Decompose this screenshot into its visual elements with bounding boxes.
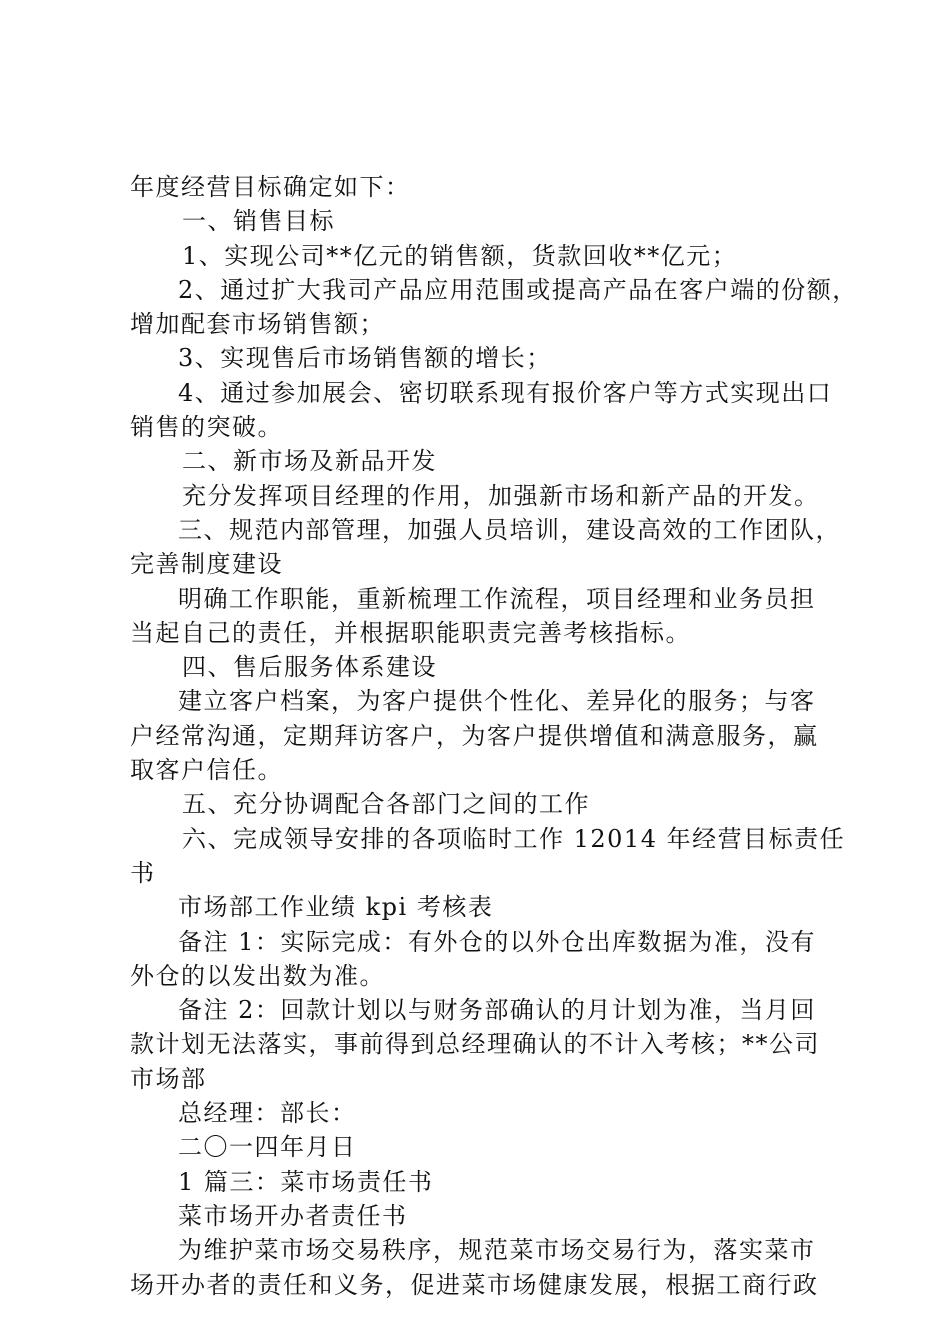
text-line: 备注 2：回款计划以与财务部确认的月计划为准，当月回 (178, 996, 816, 1025)
text-line: 明确工作职能，重新梳理工作流程，项目经理和业务员担 (178, 584, 816, 613)
text-line: 款计划无法落实，事前得到总经理确认的不计入考核；**公司 (130, 1030, 820, 1059)
text-line: 年度经营目标确定如下： (130, 173, 411, 201)
text-line: 外仓的以发出数为准。 (130, 961, 385, 990)
text-line: 备注 1：实际完成：有外仓的以外仓出库数据为准，没有 (178, 927, 816, 956)
text-line: 完善制度建设 (130, 550, 283, 579)
text-line: 为维护菜市场交易秩序，规范菜市场交易行为，落实菜市 (178, 1236, 816, 1265)
text-line: 当起自己的责任，并根据职能职责完善考核指标。 (130, 618, 691, 647)
text-line: 1、实现公司**亿元的销售额，货款回收**亿元； (182, 241, 738, 270)
text-line: 市场部工作业绩 kpi 考核表 (178, 893, 494, 922)
text-line: 户经常沟通，定期拜访客户，为客户提供增值和满意服务，赢 (130, 721, 819, 750)
text-line: 3、实现售后市场销售额的增长； (178, 344, 552, 373)
text-line: 总经理：部长： (178, 1099, 357, 1128)
text-line: 1 篇三：菜市场责任书 (178, 1167, 434, 1196)
text-line: 六、完成领导安排的各项临时工作 12014 年经营目标责任 (182, 824, 846, 853)
text-line: 2、通过扩大我司产品应用范围或提高产品在客户端的份额， (178, 275, 858, 304)
text-line: 书 (130, 858, 156, 887)
text-line: 三、规范内部管理，加强人员培训，建设高效的工作团队， (178, 515, 841, 544)
text-line: 五、充分协调配合各部门之间的工作 (182, 790, 590, 819)
text-line: 场开办者的责任和义务，促进菜市场健康发展，根据工商行政 (130, 1270, 819, 1299)
text-line: 市场部 (130, 1064, 207, 1093)
text-line: 增加配套市场销售额； (130, 310, 385, 339)
text-line: 一、销售目标 (182, 207, 335, 236)
text-line: 四、售后服务体系建设 (182, 653, 437, 682)
text-line: 销售的突破。 (130, 413, 283, 442)
text-line: 充分发挥项目经理的作用，加强新市场和新产品的开发。 (182, 481, 820, 510)
text-line: 4、通过参加展会、密切联系现有报价客户等方式实现出口 (178, 378, 833, 407)
text-line: 二、新市场及新品开发 (182, 447, 437, 476)
text-line: 建立客户档案，为客户提供个性化、差异化的服务；与客 (178, 687, 816, 716)
document-body (130, 170, 858, 1302)
text-line: 二〇一四年月日 (178, 1133, 357, 1162)
text-line: 菜市场开办者责任书 (178, 1201, 408, 1230)
text-line: 取客户信任。 (130, 756, 283, 785)
